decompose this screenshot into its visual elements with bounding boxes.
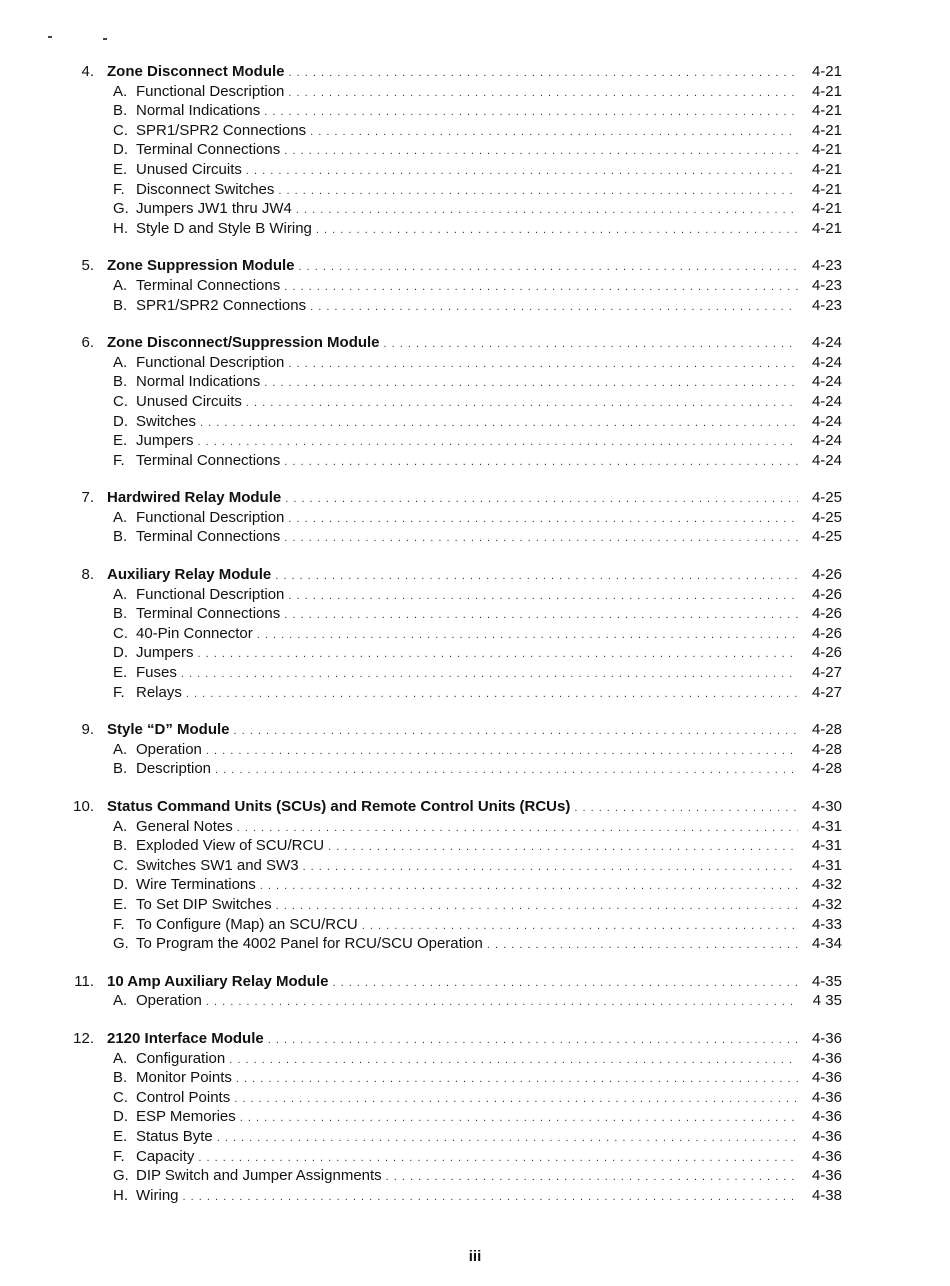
item-entry: [113, 875, 842, 897]
toc-item[interactable]: [0, 895, 950, 915]
toc-item[interactable]: [0, 875, 950, 895]
item-letter: D.: [113, 141, 128, 159]
item-label[interactable]: Unused Circuits: [136, 392, 242, 410]
item-page: 4-24: [811, 353, 842, 371]
item-page: 4-36: [811, 1088, 842, 1106]
item-letter: B.: [113, 837, 128, 855]
item-letter: H.: [113, 219, 128, 237]
dot-leader: [284, 453, 798, 473]
item-label[interactable]: Capacity: [136, 1147, 195, 1165]
toc-section-heading[interactable]: [0, 565, 950, 585]
toc-item[interactable]: [0, 431, 950, 451]
item-letter: A.: [113, 353, 128, 371]
item-label[interactable]: Functional Description: [136, 585, 285, 603]
section-entry: [107, 720, 842, 742]
item-page: 4-32: [811, 876, 842, 894]
item-label[interactable]: Jumpers: [136, 432, 194, 450]
item-page: 4-33: [811, 915, 842, 933]
item-page: 4-23: [811, 276, 842, 294]
toc-section-heading[interactable]: [0, 720, 950, 740]
toc-section: [0, 797, 950, 954]
section-number: 5.: [81, 257, 94, 275]
item-page: 4-27: [811, 683, 842, 701]
toc-item[interactable]: [0, 934, 950, 954]
item-label[interactable]: Functional Description: [136, 82, 285, 100]
section-title[interactable]: 10 Amp Auxiliary Relay Module: [107, 972, 329, 990]
item-label[interactable]: Jumpers JW1 thru JW4: [136, 200, 292, 218]
toc-item[interactable]: [0, 527, 950, 547]
item-letter: D.: [113, 876, 128, 894]
section-title[interactable]: 2120 Interface Module: [107, 1029, 264, 1047]
item-label[interactable]: Terminal Connections: [136, 451, 281, 469]
item-entry: [113, 624, 842, 646]
item-page: 4-26: [811, 644, 842, 662]
section-title[interactable]: Zone Disconnect Module: [107, 63, 285, 80]
item-letter: F.: [113, 451, 125, 469]
section-entry: [107, 972, 842, 994]
toc-section-heading[interactable]: [0, 797, 950, 817]
item-letter: G.: [113, 935, 129, 953]
item-label[interactable]: Exploded View of SCU/RCU: [136, 837, 325, 855]
item-entry: [113, 1088, 842, 1110]
item-label[interactable]: To Program the 4002 Panel for RCU/SCU Operation: [136, 935, 483, 953]
item-letter: F.: [113, 180, 125, 198]
item-entry: [113, 817, 842, 839]
item-letter: H.: [113, 1186, 128, 1204]
item-entry: [113, 895, 842, 917]
toc-item[interactable]: [0, 1049, 950, 1069]
item-label[interactable]: ESP Memories: [136, 1108, 236, 1126]
dot-leader: [186, 685, 798, 705]
item-entry: [113, 1049, 842, 1071]
item-label[interactable]: Unused Circuits: [136, 160, 242, 178]
item-letter: E.: [113, 432, 128, 450]
item-label[interactable]: To Set DIP Switches: [136, 895, 272, 913]
item-letter: A.: [113, 82, 128, 100]
item-page: 4-21: [811, 102, 842, 120]
item-page: 4-24: [811, 451, 842, 469]
toc-item[interactable]: [0, 1088, 950, 1108]
toc-item[interactable]: [0, 180, 950, 200]
item-letter: B.: [113, 760, 128, 778]
toc-item[interactable]: [0, 1147, 950, 1167]
item-label[interactable]: Operation: [136, 992, 202, 1010]
item-page: 4-28: [811, 740, 842, 758]
toc-section: [0, 972, 950, 1011]
item-label[interactable]: SPR1/SPR2 Connections: [136, 296, 307, 314]
item-page: 4-21: [811, 160, 842, 178]
item-label[interactable]: Terminal Connections: [136, 605, 281, 623]
item-entry: [113, 1186, 842, 1208]
item-page: 4-28: [811, 760, 842, 778]
section-number: 12.: [73, 1029, 94, 1047]
item-entry: [113, 740, 842, 762]
item-page: 4-23: [811, 296, 842, 314]
item-entry: [113, 836, 842, 858]
item-page: 4-36: [811, 1069, 842, 1087]
toc-item[interactable]: [0, 643, 950, 663]
item-entry: [113, 1147, 842, 1169]
item-page: 4-24: [811, 432, 842, 450]
item-label[interactable]: Switches SW1 and SW3: [136, 856, 299, 874]
item-page: 4-21: [811, 180, 842, 198]
item-page: 4-26: [811, 605, 842, 623]
dot-leader: [310, 298, 798, 318]
toc-section-heading[interactable]: [0, 62, 950, 82]
item-label[interactable]: Relays: [136, 683, 182, 701]
section-entry: [107, 333, 842, 355]
dot-leader: [183, 1188, 798, 1208]
item-page: 4-36: [811, 1147, 842, 1165]
item-label[interactable]: Disconnect Switches: [136, 180, 275, 198]
item-letter: F.: [113, 915, 125, 933]
item-entry: [113, 934, 842, 956]
item-page: 4-31: [811, 837, 842, 855]
item-letter: B.: [113, 605, 128, 623]
item-entry: [113, 372, 842, 394]
item-letter: D.: [113, 1108, 128, 1126]
item-entry: [113, 1166, 842, 1188]
section-page: 4-26: [811, 566, 842, 584]
item-entry: [113, 199, 842, 221]
item-letter: E.: [113, 895, 128, 913]
item-letter: A.: [113, 585, 128, 603]
item-label[interactable]: Normal Indications: [136, 102, 261, 120]
section-number: 10.: [73, 798, 94, 815]
toc-section-heading[interactable]: [0, 256, 950, 276]
item-label[interactable]: Operation: [136, 740, 202, 758]
item-page: 4-31: [811, 817, 842, 835]
item-page: 4-21: [811, 121, 842, 139]
toc-section: [0, 333, 950, 470]
section-entry: [107, 1029, 842, 1051]
item-letter: C.: [113, 392, 128, 410]
item-letter: D.: [113, 412, 128, 430]
item-entry: [113, 663, 842, 685]
item-page: 4-32: [811, 895, 842, 913]
item-page: 4-21: [811, 82, 842, 100]
item-letter: A.: [113, 740, 128, 758]
section-number: 11.: [74, 972, 94, 990]
section-page: 4-25: [811, 489, 842, 507]
dot-leader: [206, 993, 798, 1013]
toc-section-heading[interactable]: [0, 1029, 950, 1049]
item-letter: A.: [113, 276, 128, 294]
item-label[interactable]: 40-Pin Connector: [136, 624, 253, 642]
toc-item[interactable]: [0, 817, 950, 837]
toc-item[interactable]: [0, 296, 950, 316]
section-page: 4-35: [811, 972, 842, 990]
section-page: 4-24: [811, 334, 842, 352]
item-page: 4-21: [811, 200, 842, 218]
toc-item[interactable]: [0, 1186, 950, 1206]
toc-item[interactable]: [0, 1166, 950, 1186]
toc-section-heading[interactable]: [0, 488, 950, 508]
section-entry: [107, 488, 842, 510]
item-label[interactable]: Wiring: [136, 1186, 179, 1204]
item-entry: [113, 915, 842, 937]
toc-item[interactable]: [0, 372, 950, 392]
toc-item[interactable]: [0, 624, 950, 644]
section-page: 4-23: [811, 257, 842, 275]
section-page: 4-30: [811, 798, 842, 815]
toc-section: [0, 565, 950, 702]
item-entry: [113, 643, 842, 665]
item-entry: [113, 585, 842, 607]
toc-item[interactable]: [0, 604, 950, 624]
item-page: 4-36: [811, 1167, 842, 1185]
dot-leader: [316, 221, 798, 241]
item-label[interactable]: Configuration: [136, 1049, 226, 1067]
item-page: 4-24: [811, 412, 842, 430]
item-page: 4-27: [811, 664, 842, 682]
section-entry: [107, 565, 842, 587]
item-entry: [113, 353, 842, 375]
scan-speck: [48, 36, 52, 38]
item-letter: C.: [113, 856, 128, 874]
item-entry: [113, 451, 842, 473]
item-page: 4-38: [811, 1186, 842, 1204]
item-letter: A.: [113, 508, 128, 526]
section-page: 4-21: [811, 63, 842, 80]
item-letter: D.: [113, 644, 128, 662]
toc-item[interactable]: [0, 219, 950, 239]
item-entry: [113, 991, 842, 1013]
item-entry: [113, 180, 842, 202]
item-label[interactable]: Terminal Connections: [136, 276, 281, 294]
item-entry: [113, 683, 842, 705]
item-entry: [113, 759, 842, 781]
toc-item[interactable]: [0, 412, 950, 432]
item-label[interactable]: Monitor Points: [136, 1069, 232, 1087]
item-label[interactable]: To Configure (Map) an SCU/RCU: [136, 915, 358, 933]
item-page: 4 35: [812, 992, 842, 1010]
item-letter: B.: [113, 296, 128, 314]
item-label[interactable]: Wire Terminations: [136, 876, 256, 894]
toc-item[interactable]: [0, 836, 950, 856]
section-page: 4-28: [811, 721, 842, 739]
toc-item[interactable]: [0, 991, 950, 1011]
item-entry: [113, 1068, 842, 1090]
item-entry: [113, 508, 842, 530]
toc-item[interactable]: [0, 101, 950, 121]
toc-section: [0, 62, 950, 238]
item-entry: [113, 160, 842, 182]
section-number: 4.: [81, 63, 94, 80]
item-letter: B.: [113, 373, 128, 391]
item-letter: G.: [113, 1167, 129, 1185]
scan-speck: [103, 38, 107, 40]
dot-leader: [215, 761, 798, 781]
table-of-contents: [0, 62, 950, 1223]
section-title[interactable]: Zone Suppression Module: [107, 257, 295, 275]
toc-item[interactable]: [0, 1127, 950, 1147]
toc-item[interactable]: [0, 199, 950, 219]
item-label[interactable]: Control Points: [136, 1088, 231, 1106]
toc-item[interactable]: [0, 915, 950, 935]
toc-item[interactable]: [0, 663, 950, 683]
item-label[interactable]: Fuses: [136, 664, 177, 682]
item-label[interactable]: General Notes: [136, 817, 233, 835]
item-letter: A.: [113, 992, 128, 1010]
item-label[interactable]: Functional Description: [136, 353, 285, 371]
toc-item[interactable]: [0, 160, 950, 180]
item-entry: [113, 527, 842, 549]
item-entry: [113, 856, 842, 878]
item-entry: [113, 82, 842, 104]
item-entry: [113, 140, 842, 162]
toc-item[interactable]: [0, 856, 950, 876]
toc-item[interactable]: [0, 276, 950, 296]
item-letter: C.: [113, 1088, 128, 1106]
item-entry: [113, 412, 842, 434]
item-entry: [113, 219, 842, 241]
section-title[interactable]: Auxiliary Relay Module: [107, 566, 272, 584]
toc-section-heading[interactable]: [0, 972, 950, 992]
item-letter: F.: [113, 683, 125, 701]
item-page: 4-34: [811, 935, 842, 953]
page-number: iii: [468, 1248, 482, 1265]
item-entry: [113, 121, 842, 143]
section-title[interactable]: Status Command Units (SCUs) and Remote Control Units (RCUs): [107, 798, 571, 815]
item-page: 4-26: [811, 624, 842, 642]
dot-leader: [284, 529, 798, 549]
section-number: 8.: [81, 566, 94, 584]
item-letter: E.: [113, 1127, 128, 1145]
item-entry: [113, 276, 842, 298]
toc-item[interactable]: [0, 1068, 950, 1088]
toc-item[interactable]: [0, 585, 950, 605]
item-label[interactable]: Style D and Style B Wiring: [136, 219, 312, 237]
section-number: 7.: [81, 489, 94, 507]
toc-item[interactable]: [0, 353, 950, 373]
item-page: 4-36: [811, 1049, 842, 1067]
dot-leader: [487, 936, 798, 956]
toc-item[interactable]: [0, 759, 950, 779]
item-letter: E.: [113, 160, 128, 178]
section-title[interactable]: Hardwired Relay Module: [107, 489, 282, 507]
toc-section: [0, 488, 950, 547]
section-entry: [107, 256, 842, 278]
item-letter: B.: [113, 528, 128, 546]
toc-section: [0, 256, 950, 315]
toc-item[interactable]: [0, 121, 950, 141]
item-page: 4-24: [811, 392, 842, 410]
item-letter: B.: [113, 1069, 128, 1087]
item-entry: [113, 604, 842, 626]
item-label[interactable]: Functional Description: [136, 508, 285, 526]
section-title[interactable]: Style “D” Module: [107, 721, 230, 739]
toc-section-heading[interactable]: [0, 333, 950, 353]
item-entry: [113, 101, 842, 123]
item-entry: [113, 1127, 842, 1149]
toc-section: [0, 720, 950, 779]
toc-item[interactable]: [0, 140, 950, 160]
item-entry: [113, 431, 842, 453]
toc-item[interactable]: [0, 740, 950, 760]
toc-item[interactable]: [0, 82, 950, 102]
section-title[interactable]: Zone Disconnect/Suppression Module: [107, 334, 380, 352]
item-label[interactable]: Normal Indications: [136, 373, 261, 391]
item-label[interactable]: Switches: [136, 412, 197, 430]
item-page: 4-36: [811, 1127, 842, 1145]
toc-item[interactable]: [0, 683, 950, 703]
item-entry: [113, 392, 842, 414]
item-label[interactable]: Description: [136, 760, 212, 778]
section-entry: [107, 797, 842, 819]
item-page: 4-25: [811, 508, 842, 526]
item-page: 4-36: [811, 1108, 842, 1126]
item-page: 4-24: [811, 373, 842, 391]
item-label[interactable]: SPR1/SPR2 Connections: [136, 121, 307, 139]
section-entry: [107, 62, 842, 84]
item-page: 4-25: [811, 528, 842, 546]
item-letter: E.: [113, 664, 128, 682]
toc-item[interactable]: [0, 451, 950, 471]
item-letter: C.: [113, 624, 128, 642]
section-number: 9.: [81, 721, 94, 739]
item-letter: A.: [113, 1049, 128, 1067]
item-page: 4-31: [811, 856, 842, 874]
item-page: 4-21: [811, 219, 842, 237]
item-letter: F.: [113, 1147, 125, 1165]
item-letter: C.: [113, 121, 128, 139]
item-page: 4-21: [811, 141, 842, 159]
section-page: 4-36: [811, 1029, 842, 1047]
toc-item[interactable]: [0, 392, 950, 412]
item-label[interactable]: Status Byte: [136, 1127, 213, 1145]
item-letter: A.: [113, 817, 128, 835]
item-entry: [113, 296, 842, 318]
item-letter: G.: [113, 200, 129, 218]
toc-item[interactable]: [0, 508, 950, 528]
item-label[interactable]: Terminal Connections: [136, 528, 281, 546]
toc-item[interactable]: [0, 1107, 950, 1127]
item-page: 4-26: [811, 585, 842, 603]
item-letter: B.: [113, 102, 128, 120]
section-number: 6.: [81, 334, 94, 352]
item-label[interactable]: DIP Switch and Jumper Assignments: [136, 1167, 382, 1185]
item-entry: [113, 1107, 842, 1129]
toc-section: [0, 1029, 950, 1205]
item-label[interactable]: Terminal Connections: [136, 141, 281, 159]
item-label[interactable]: Jumpers: [136, 644, 194, 662]
